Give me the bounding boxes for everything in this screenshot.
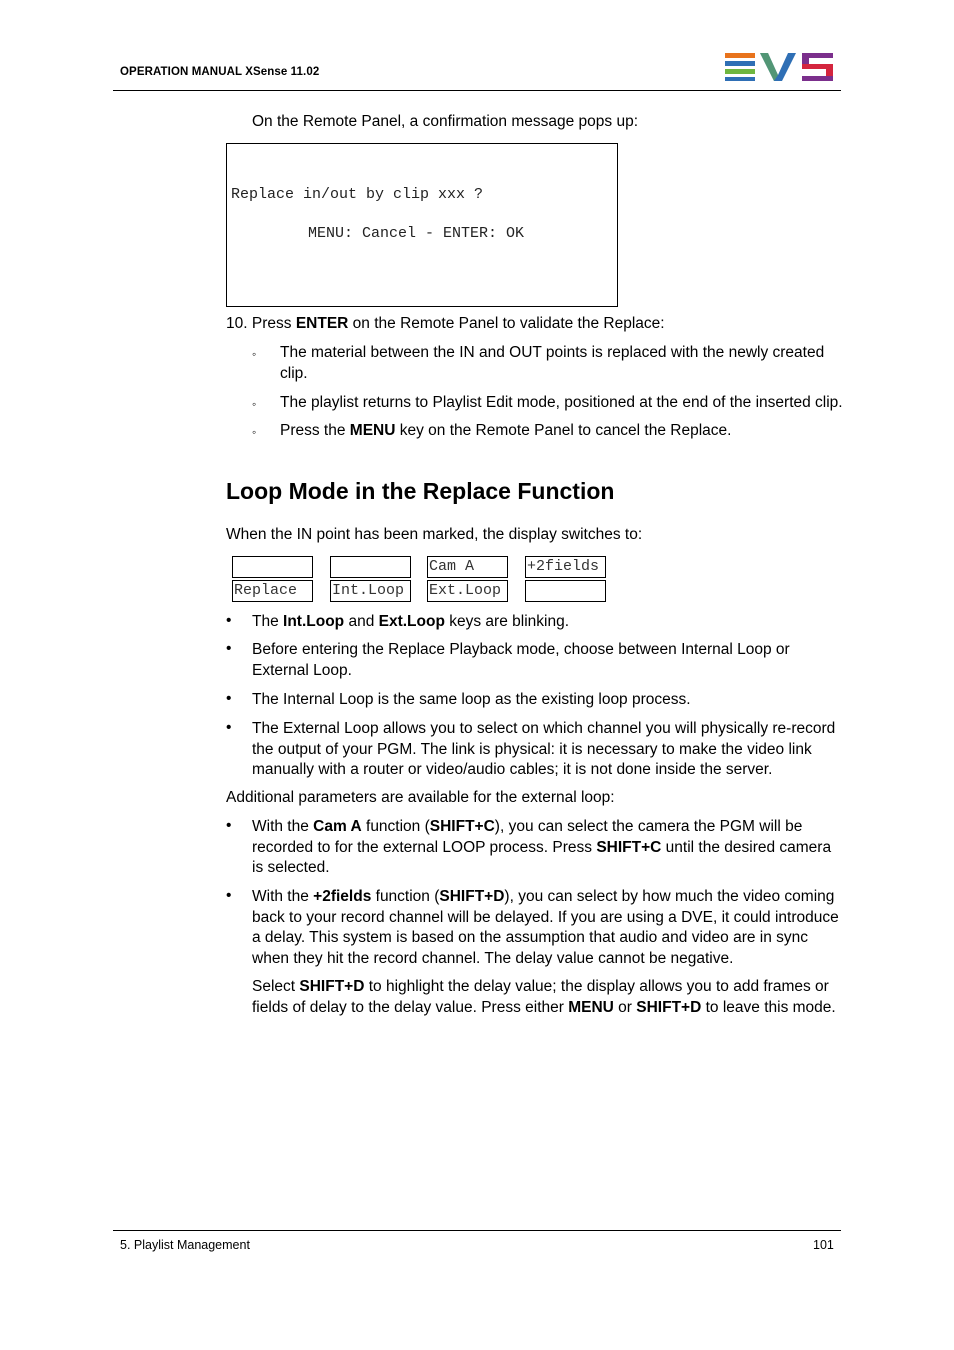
- bullet-line: The material between the IN and OUT points is replaced with the newly created: [280, 344, 825, 361]
- lcd-cell-bottom-3: Ext.Loop: [427, 580, 508, 602]
- bullet-line: is selected.: [252, 859, 330, 876]
- footer-chapter: 5. Playlist Management: [120, 1238, 250, 1252]
- text: function (: [361, 818, 430, 835]
- evs-logo-graphic: [724, 52, 836, 82]
- enter-key: ENTER: [295, 315, 349, 332]
- select-delay-paragraph: [252, 977, 836, 1018]
- menu-key: MENU: [568, 998, 614, 1016]
- text: until the desired camera: [661, 838, 832, 856]
- shift-d-key: SHIFT+D: [299, 978, 365, 995]
- ext-loop-key: Ext.Loop: [378, 613, 445, 630]
- text: ), you can select by how much the video coming: [504, 888, 835, 905]
- lcd-cell-top-2: [330, 556, 411, 578]
- bullet-icon: •: [226, 887, 232, 904]
- lcd-cell-top-3: Cam A: [427, 556, 508, 578]
- lcd-cell-bottom-2: Int.Loop: [330, 580, 411, 602]
- bullet-icon: •: [226, 612, 232, 629]
- lcd-cell-bottom-1: Replace: [232, 580, 313, 602]
- shift-d-key: SHIFT+D: [636, 998, 702, 1016]
- page-number: 101: [813, 1238, 834, 1252]
- bullet-text: Press the: [280, 422, 350, 439]
- shift-d-key: SHIFT+D: [439, 888, 505, 905]
- step-text: Press: [251, 315, 296, 332]
- bullet-line: clip.: [280, 364, 308, 382]
- bullet-external-loop: [252, 719, 835, 781]
- bullet-text-end: key on the Remote Panel to cancel the Replace.: [395, 422, 732, 439]
- bullet-line: a delay. This system is based on the assumption that audio and video are in sync: [252, 929, 809, 946]
- bullet-line: back to your record channel will be delayed. If you are using a DVE, it could introduce: [252, 908, 839, 926]
- menu-key: MENU: [349, 422, 396, 439]
- bullet-line: The External Loop allows you to select on which channel you will physically re-record: [252, 720, 836, 737]
- bullet-internal-loop: The Internal Loop is the same loop as the existing loop process.: [252, 691, 691, 708]
- text: With the: [252, 818, 314, 835]
- bullet-line: the output of your PGM. The link is physical: it is necessary to make the video link: [252, 740, 812, 758]
- step10-bullet-2: The playlist returns to Playlist Edit mode, positioned at the end of the inserted clip.: [280, 394, 843, 411]
- text: to highlight the delay value; the display allows you to add frames or: [364, 978, 829, 995]
- step-text-end: on the Remote Panel to validate the Replace:: [348, 315, 665, 332]
- bullet-line: when they hit the record channel. The delay value cannot be negative.: [252, 949, 734, 967]
- cam-a-key: Cam A: [313, 818, 362, 835]
- shift-c-key: SHIFT+C: [596, 838, 662, 856]
- text: function (: [371, 888, 440, 905]
- bullet-line: manually with a router or video/audio cables; it is not done inside the server.: [252, 761, 773, 778]
- bullet-text: keys are blinking.: [444, 613, 569, 630]
- text: Select: [252, 978, 300, 995]
- step-number: 10.: [226, 315, 248, 332]
- circle-bullet-icon: ◦: [252, 425, 257, 439]
- bullet-icon: •: [226, 817, 232, 834]
- text: ), you can select the camera the PGM will be: [494, 818, 803, 835]
- 2fields-key: +2fields: [313, 888, 372, 905]
- footer-rule: [113, 1230, 841, 1231]
- confirm-line-1: Replace in/out by clip xxx ?: [231, 186, 484, 203]
- confirm-intro: On the Remote Panel, a confirmation message pops up:: [252, 113, 638, 130]
- bullet-2fields: [252, 887, 839, 969]
- circle-bullet-icon: ◦: [252, 397, 257, 411]
- confirm-line-2: MENU: Cancel - ENTER: OK: [308, 225, 525, 242]
- section-intro: When the IN point has been marked, the display switches to:: [226, 526, 643, 543]
- bullet-icon: •: [226, 640, 232, 657]
- text: to leave this mode.: [701, 998, 836, 1016]
- step10-bullet-3: [280, 421, 731, 442]
- section-title: Loop Mode in the Replace Function: [226, 478, 615, 504]
- bullet-cam-a: [252, 817, 831, 879]
- lcd-cell-bottom-4: [525, 580, 606, 602]
- bullet-line: Before entering the Replace Playback mode, choose between Internal Loop or: [252, 641, 790, 658]
- text: or: [613, 998, 637, 1016]
- confirmation-display: [226, 143, 618, 307]
- text: fields of delay to the delay value. Press either: [252, 998, 569, 1016]
- text: recorded to for the external LOOP process. Press: [252, 838, 597, 856]
- bullet-choose-loop: [252, 640, 790, 681]
- evs-logo: [724, 52, 836, 82]
- additional-params: Additional parameters are available for the external loop:: [226, 789, 615, 806]
- bullet-line: External Loop.: [252, 661, 352, 679]
- step10-bullet-1: [280, 343, 824, 384]
- lcd-cell-top-4: +2fields: [525, 556, 606, 578]
- lcd-cell-top-1: [232, 556, 313, 578]
- document-header-title: OPERATION MANUAL XSense 11.02: [120, 66, 320, 78]
- int-loop-key: Int.Loop: [283, 613, 345, 630]
- header-rule: [113, 90, 841, 91]
- bullet-blinking: [252, 612, 569, 633]
- shift-c-key: SHIFT+C: [429, 818, 495, 835]
- text: With the: [252, 888, 314, 905]
- bullet-text: and: [344, 613, 379, 630]
- step-10: [226, 314, 665, 335]
- bullet-icon: •: [226, 719, 232, 736]
- bullet-text: The: [252, 613, 284, 630]
- bullet-icon: •: [226, 690, 232, 707]
- circle-bullet-icon: ◦: [252, 347, 257, 361]
